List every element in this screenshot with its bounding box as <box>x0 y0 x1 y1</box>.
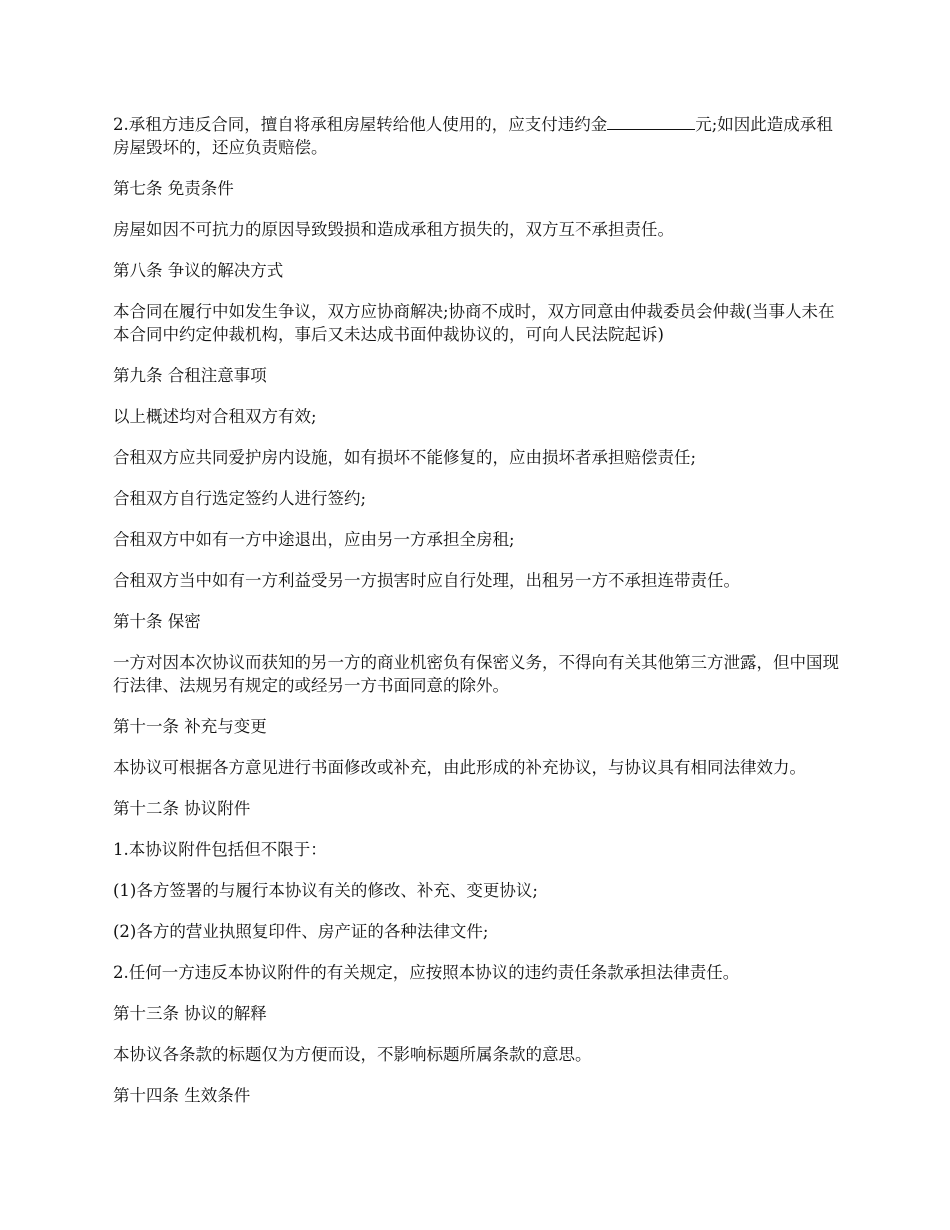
paragraph: 合租双方当中如有一方利益受另一方损害时应自行处理，出租另一方不承担连带责任。 <box>113 571 740 590</box>
paragraph: 本合同在履行中如发生争议，双方应协商解决;协商不成时，双方同意由仲裁委员会仲裁(当事人未在本合同中约定仲裁机构，事后又未达成书面仲裁协议的，可向人民法院起诉) <box>113 302 835 344</box>
paragraph: (1)各方签署的与履行本协议有关的修改、补充、变更协议; <box>113 881 538 900</box>
document-body <box>113 112 843 1125</box>
paragraph: 房屋如因不可抗力的原因导致毁损和造成承租方损失的，双方互不承担责任。 <box>113 220 674 239</box>
paragraph: 一方对因本次协议而获知的另一方的商业机密负有保密义务，不得向有关其他第三方泄露，但中国现行法律、法规另有规定的或经另一方书面同意的除外。 <box>113 653 839 695</box>
paragraph: 本协议可根据各方意见进行书面修改或补充，由此形成的补充协议，与协议具有相同法律效力。 <box>113 758 806 777</box>
section-heading: 第十条 保密 <box>113 612 201 631</box>
section-heading: 第九条 合租注意事项 <box>113 366 267 385</box>
clause-paragraph-penalty <box>113 112 843 159</box>
section-heading: 第八条 争议的解决方式 <box>113 261 284 280</box>
paragraph: 合租双方自行选定签约人进行签约; <box>113 489 367 508</box>
paragraph: 合租双方中如有一方中途退出，应由另一方承担全房租; <box>113 530 515 549</box>
section-heading: 第七条 免责条件 <box>113 179 234 198</box>
paragraph-text: 2.承租方违反合同，擅自将承租房屋转给他人使用的，应支付违约金 <box>113 115 608 134</box>
section-heading: 第十一条 补充与变更 <box>113 717 267 736</box>
section-heading: 第十三条 协议的解释 <box>113 1004 267 1023</box>
paragraph: 合租双方应共同爱护房内设施，如有损坏不能修复的，应由损坏者承担赔偿责任; <box>113 448 697 467</box>
paragraph: (2)各方的营业执照复印件、房产证的各种法律文件; <box>113 922 489 941</box>
paragraph-text: 元;如因此造成承租房屋毁坏的，还应负责赔偿。 <box>113 115 833 157</box>
paragraph: 1.本协议附件包括但不限于： <box>113 840 327 859</box>
paragraph: 本协议各条款的标题仅为方便而设，不影响标题所属条款的意思。 <box>113 1045 592 1064</box>
amount-blank <box>607 112 695 130</box>
section-heading: 第十二条 协议附件 <box>113 799 251 818</box>
section-heading: 第十四条 生效条件 <box>113 1086 251 1105</box>
paragraph: 以上概述均对合租双方有效; <box>113 407 317 426</box>
paragraph: 2.任何一方违反本协议附件的有关规定，应按照本协议的违约责任条款承担法律责任。 <box>113 963 740 982</box>
